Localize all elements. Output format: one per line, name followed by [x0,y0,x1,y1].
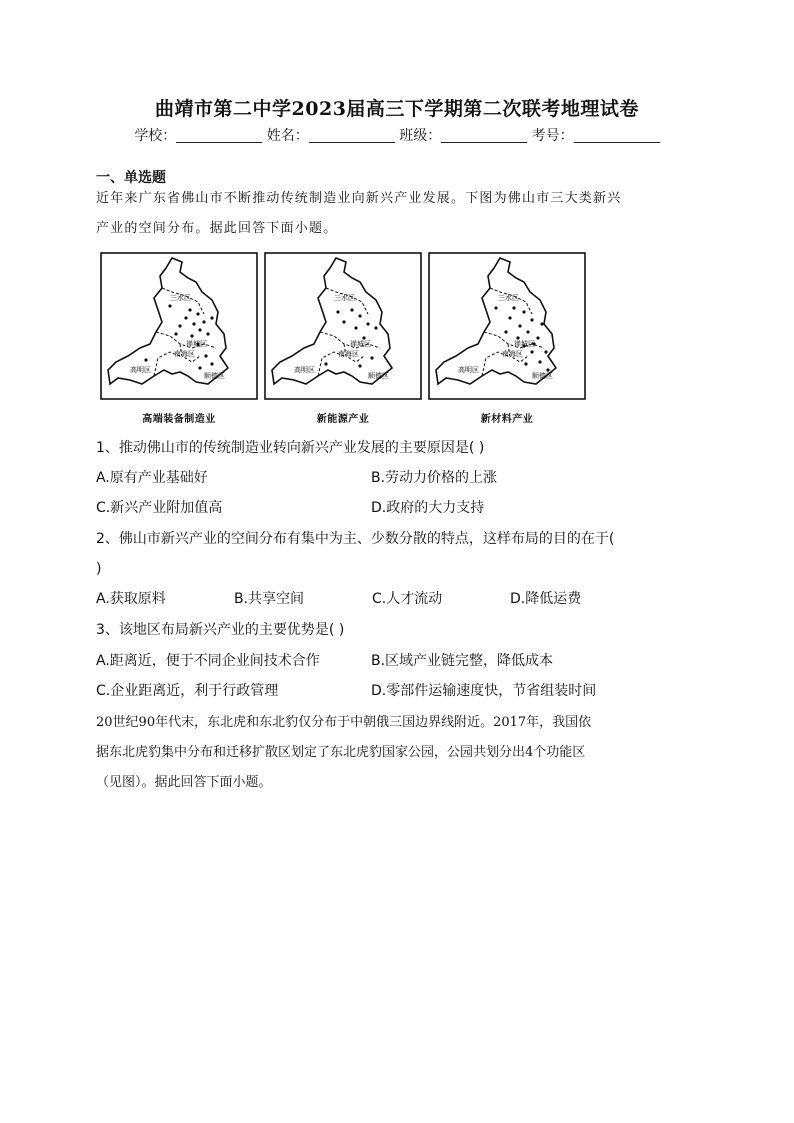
map3-label-sanshui: 三水区 [498,294,519,302]
name-blank [309,128,395,143]
q3-option-a[interactable]: A.距离近，便于不同企业间技术合作 [96,653,320,669]
number-blank [574,128,660,143]
map3-label-gaoming: 高明区 [458,366,479,374]
q3-option-c[interactable]: C.企业距离近，利于行政管理 [96,683,279,699]
foshan-map-1 [100,252,258,400]
map2-label-gaoming: 高明区 [294,366,315,374]
map-figure-group [100,252,600,432]
name-label: 姓名： [266,128,309,144]
q1-option-c[interactable]: C.新兴产业附加值高 [96,500,223,516]
intro-line-1: 近年来广东省佛山市不断推动传统制造业向新兴产业发展。下图为佛山市三大类新兴 [96,191,622,206]
map2-label-nanhai: 南海区 [338,350,359,358]
map1-label-nanhai: 南海区 [174,350,195,358]
q3-option-b[interactable]: B.区域产业链完整，降低成本 [371,653,554,669]
question-3-options-row-1 [96,650,706,672]
question-1-stem: 1、推动佛山市的传统制造业转向新兴产业发展的主要原因是( ) [96,440,485,456]
map-panel-high-end-equipment [100,252,258,425]
q2-option-c[interactable]: C.人才流动 [372,591,443,607]
map1-label-gaoming: 高明区 [130,366,151,374]
q1-option-b[interactable]: B.劳动力价格的上涨 [371,470,498,486]
map1-label-chancheng: 禅城区 [186,340,207,348]
map2-label-chancheng: 禅城区 [350,340,371,348]
map2-label-sanshui: 三水区 [334,294,355,302]
class-label: 班级： [399,128,442,144]
map1-label-shunde: 顺德区 [204,372,225,380]
map-panel-new-materials [428,252,586,425]
school-blank [176,128,262,143]
section-heading: 一、单选题 [96,170,166,186]
map3-label-chancheng: 禅城区 [514,340,535,348]
passage-line-3: （见图）。据此回答下面小题。 [96,775,272,790]
map-caption-1: 高端装备制造业 [142,414,216,425]
foshan-map-3 [428,252,586,400]
map-caption-2: 新能源产业 [316,414,370,425]
school-label: 学校： [134,128,177,144]
map3-label-shunde: 顺德区 [532,372,553,380]
foshan-map-2 [264,252,422,400]
q2-option-b[interactable]: B.共享空间 [234,591,305,607]
question-3-stem: 3、该地区布局新兴产业的主要优势是( ) [96,622,345,638]
question-2-stem-line-1: 2、佛山市新兴产业的空间分布有集中为主、少数分散的特点，这样布局的目的在于( [96,531,615,547]
question-1-options-row-2 [96,497,706,519]
student-info-row [0,125,794,145]
q2-option-a[interactable]: A.获取原料 [96,591,166,607]
question-2-options-row [96,588,706,610]
q2-option-d[interactable]: D.降低运费 [510,591,582,607]
reading-passage [96,708,700,798]
exam-title: 曲靖市第二中学2023届高三下学期第二次联考地理试卷 [155,98,639,120]
question-1-options-row-1 [96,467,706,489]
question-2-stem-line-2: ) [96,561,102,577]
passage-line-1: 20世纪90年代末，东北虎和东北豹仅分布于中朝俄三国边界线附近。2017年，我国依 [96,715,592,730]
q3-option-d[interactable]: D.零部件运输速度快，节省组装时间 [371,683,597,699]
intro-line-2: 产业的空间分布。据此回答下面小题。 [96,221,338,236]
q1-option-d[interactable]: D.政府的大力支持 [371,500,485,516]
question-3-options-row-2 [96,680,706,702]
map-caption-3: 新材料产业 [480,414,534,425]
passage-line-2: 据东北虎豹集中分布和迁移扩散区划定了东北虎豹国家公园，公园共划分出4个功能区 [96,745,586,760]
map-panel-new-energy [264,252,422,425]
number-label: 考号： [531,128,574,144]
map1-label-sanshui: 三水区 [170,294,191,302]
q1-option-a[interactable]: A.原有产业基础好 [96,470,208,486]
map2-label-shunde: 顺德区 [368,372,389,380]
class-blank [441,128,527,143]
map3-label-nanhai: 南海区 [502,350,523,358]
